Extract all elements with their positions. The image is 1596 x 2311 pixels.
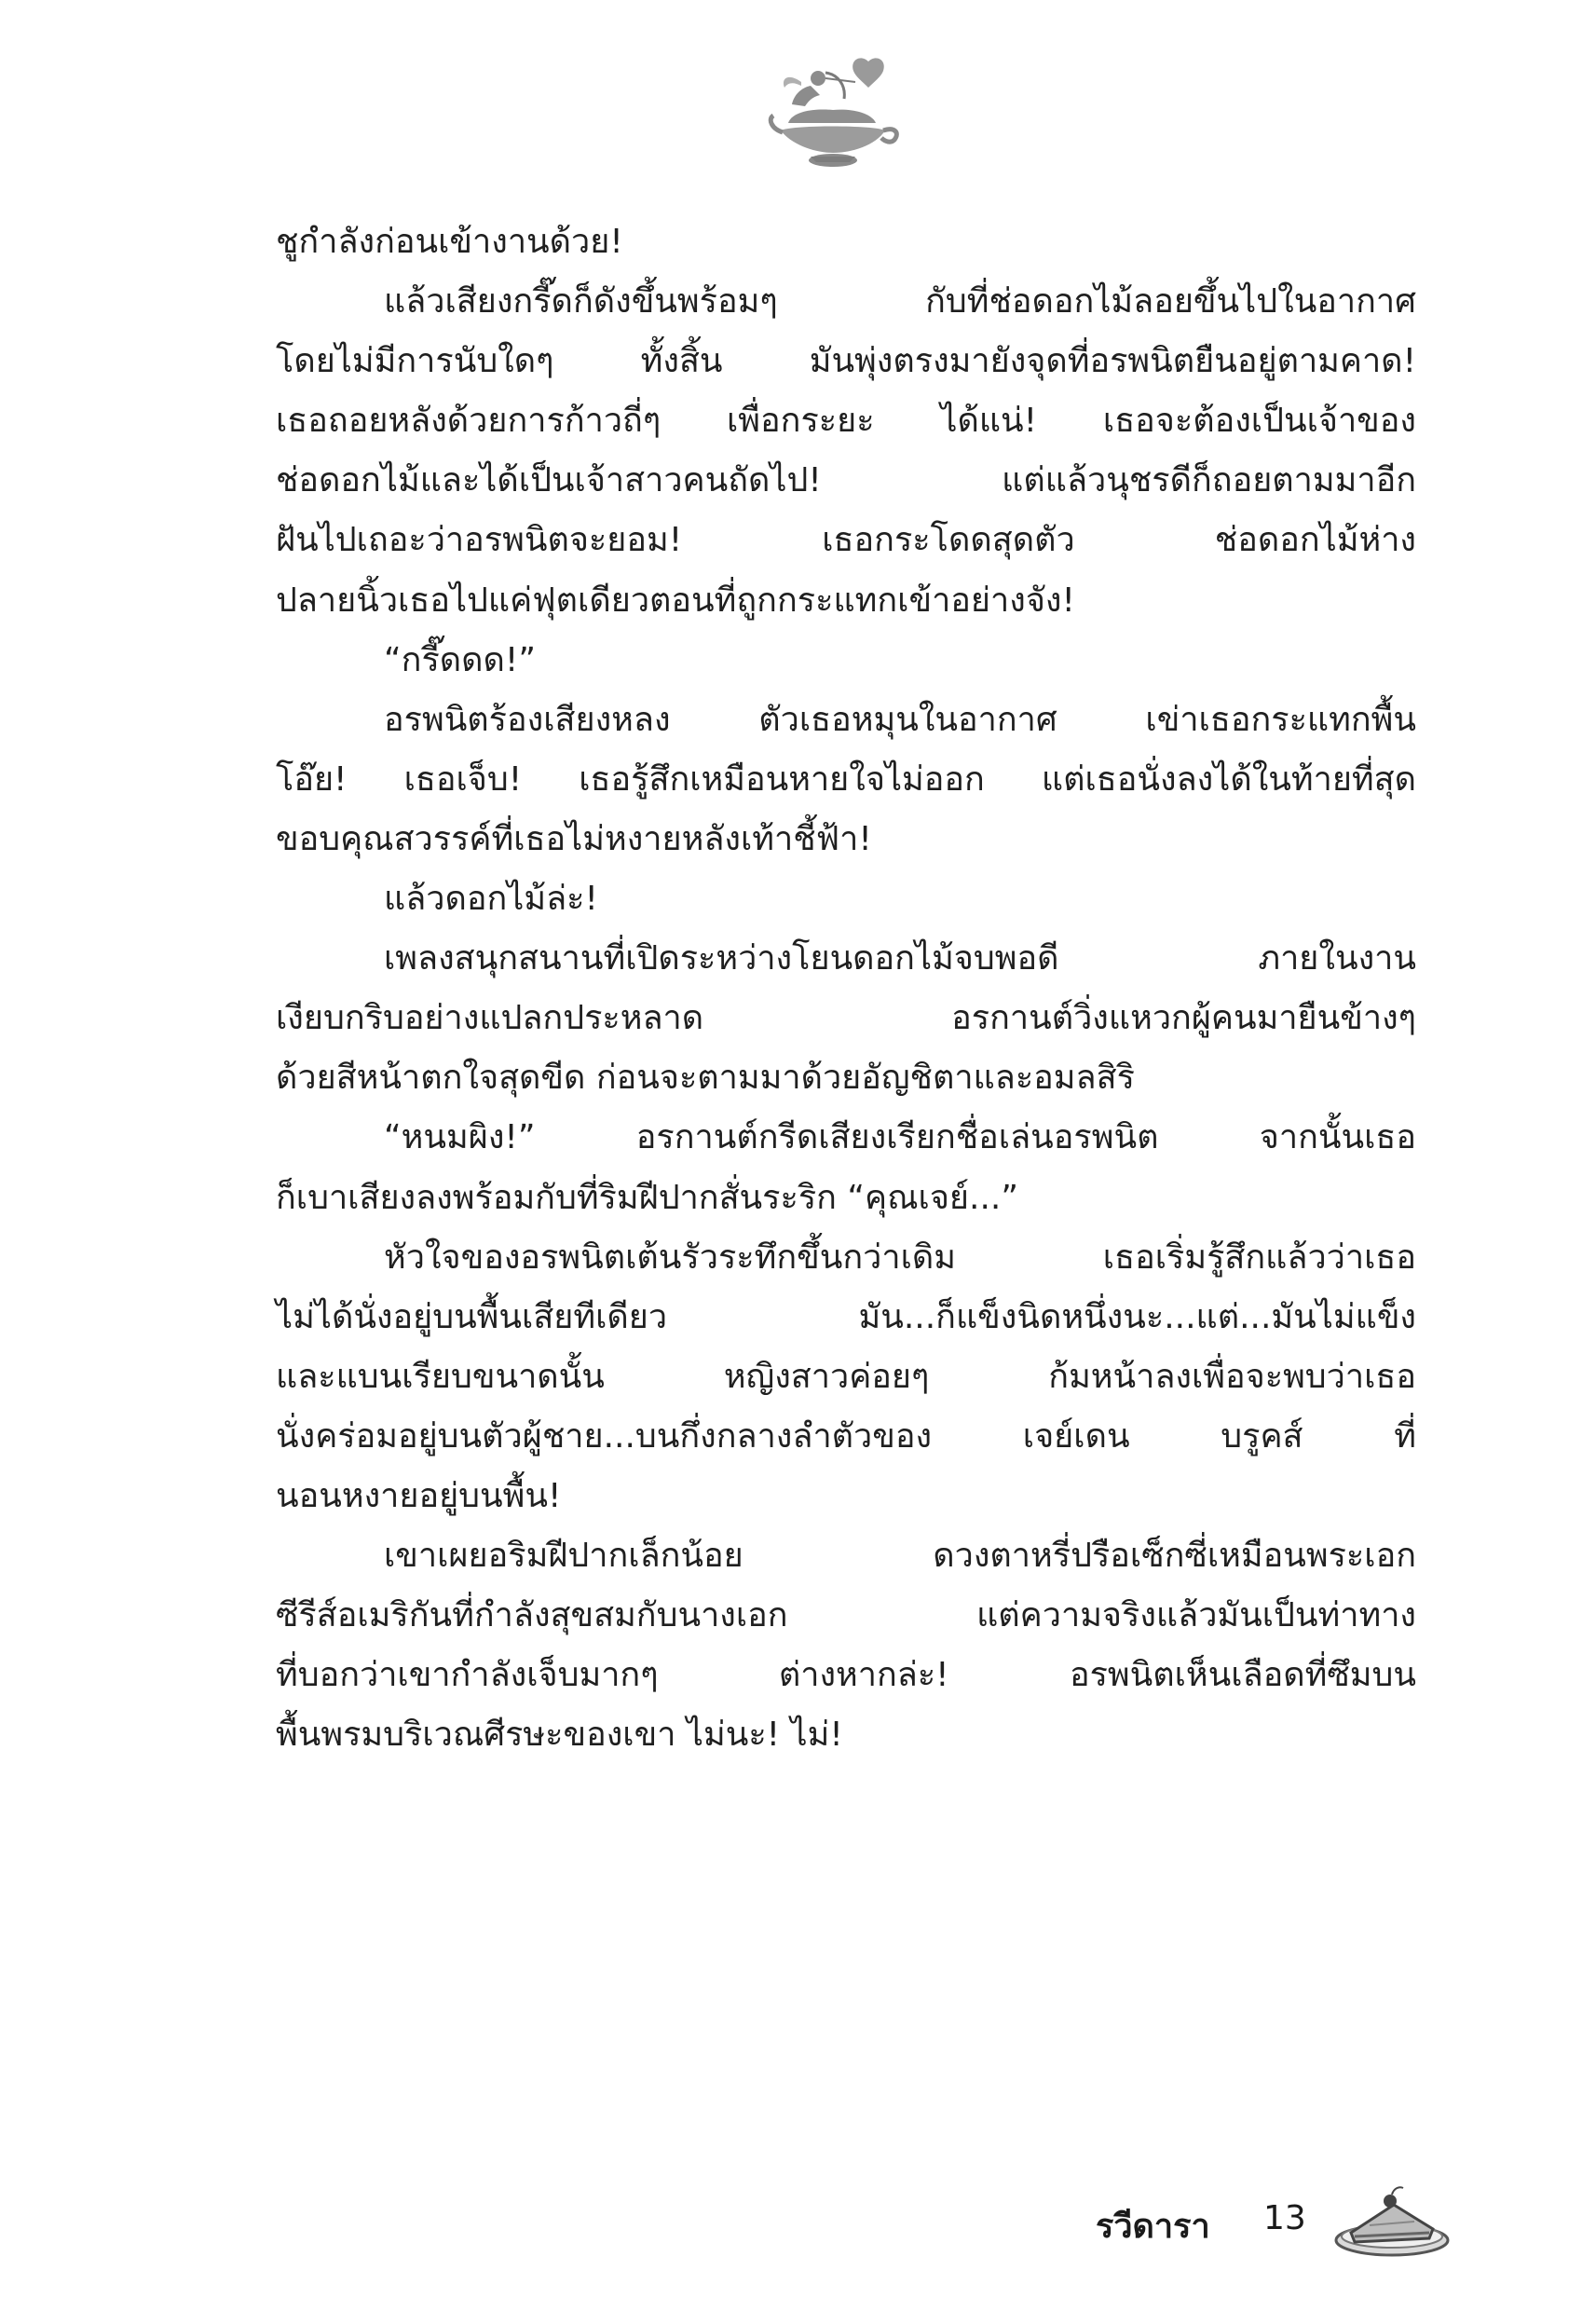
text-line: ปลายนิ้วเธอไปแค่ฟุตเดียวตอนที่ถูกกระแทกเข้าอย่างจัง! bbox=[276, 581, 1075, 620]
cake-slice-icon bbox=[1332, 2181, 1453, 2261]
page-number: 13 bbox=[1263, 2199, 1306, 2237]
text-line: ชูกำลังก่อนเข้างานด้วย! bbox=[276, 223, 623, 261]
page-footer bbox=[1025, 2181, 1472, 2264]
body-text bbox=[276, 212, 1416, 1765]
text-line: “หนมผิง!” อรกานต์กรีดเสียงเรียกชื่อเล่นอรพนิต จากนั้นเธอ bbox=[384, 1118, 1416, 1157]
text-line: ที่บอกว่าเขากำลังเจ็บมากๆ ต่างหากล่ะ! อรพนิตเห็นเลือดที่ซึมบน bbox=[276, 1656, 1416, 1695]
text-line: และแบนเรียบขนาดนั้น หญิงสาวค่อยๆ ก้มหน้าลงเพื่อจะพบว่าเธอ bbox=[276, 1357, 1416, 1396]
text-line: อรพนิตร้องเสียงหลง ตัวเธอหมุนในอากาศ เข่าเธอกระแทกพื้น bbox=[384, 700, 1416, 739]
text-line: ซีรีส์อเมริกันที่กำลังสุขสมกับนางเอก แต่ความจริงแล้วมันเป็นท่าทาง bbox=[276, 1596, 1416, 1635]
text-line: นั่งคร่อมอยู่บนตัวผู้ชาย...บนกึ่งกลางลำตัวของ เจย์เดน บรูคส์ ที่ bbox=[276, 1416, 1416, 1456]
text-line: เธอถอยหลังด้วยการก้าวถี่ๆ เพื่อกระยะ ได้แน่! เธอจะต้องเป็นเจ้าของ bbox=[276, 402, 1416, 441]
cupid-teapot-ornament-icon bbox=[764, 54, 904, 175]
text-line: ด้วยสีหน้าตกใจสุดขีด ก่อนจะตามมาด้วยอัญชิตาและอมลสิริ bbox=[276, 1059, 1135, 1098]
text-line: เงียบกริบอย่างแปลกประหลาด อรกานต์วิ่งแหวกผู้คนมายืนข้างๆ bbox=[276, 999, 1416, 1038]
text-line: เขาเผยอริมฝีปากเล็กน้อย ดวงตาหรี่ปรือเซ็กซี่เหมือนพระเอก bbox=[384, 1537, 1416, 1576]
text-line: “กรี๊ดดด!” bbox=[384, 640, 537, 679]
text-line: ก็เบาเสียงลงพร้อมกับที่ริมฝีปากสั่นระริก “คุณเจย์...” bbox=[276, 1178, 1019, 1217]
text-line: ช่อดอกไม้และได้เป็นเจ้าสาวคนถัดไป! แต่แล้วนุชรดีก็ถอยตามมาอีก bbox=[276, 461, 1416, 500]
text-line: ไม่ได้นั่งอยู่บนพื้นเสียทีเดียว มัน...ก็แข็งนิดหนึ่งนะ...แต่...มันไม่แข็ง bbox=[276, 1297, 1416, 1336]
book-title: รวีดารา bbox=[1096, 2208, 1210, 2246]
text-line: โดยไม่มีการนับใดๆ ทั้งสิ้น มันพุ่งตรงมายังจุดที่อรพนิตยืนอยู่ตามคาด! bbox=[276, 342, 1416, 381]
text-line: โอ๊ย! เธอเจ็บ! เธอรู้สึกเหมือนหายใจไม่ออก แต่เธอนั่งลงได้ในท้ายที่สุด bbox=[276, 759, 1416, 799]
text-line: หัวใจของอรพนิตเต้นรัวระทึกขึ้นกว่าเดิม เธอเริ่มรู้สึกแล้วว่าเธอ bbox=[384, 1238, 1416, 1277]
text-line: ฝันไปเถอะว่าอรพนิตจะยอม! เธอกระโดดสุดตัว ช่อดอกไม้ห่าง bbox=[276, 521, 1416, 560]
text-line: นอนหงายอยู่บนพื้น! bbox=[276, 1476, 562, 1515]
text-line: แล้วดอกไม้ล่ะ! bbox=[384, 880, 598, 919]
text-line: เพลงสนุกสนานที่เปิดระหว่างโยนดอกไม้จบพอดี ภายในงาน bbox=[384, 939, 1416, 978]
text-line: พื้นพรมบริเวณศีรษะของเขา ไม่นะ! ไม่! bbox=[276, 1716, 843, 1755]
text-line: แล้วเสียงกรี๊ดก็ดังขึ้นพร้อมๆ กับที่ช่อดอกไม้ลอยขึ้นไปในอากาศ bbox=[384, 282, 1416, 321]
text-line: ขอบคุณสวรรค์ที่เธอไม่หงายหลังเท้าชี้ฟ้า! bbox=[276, 819, 872, 858]
